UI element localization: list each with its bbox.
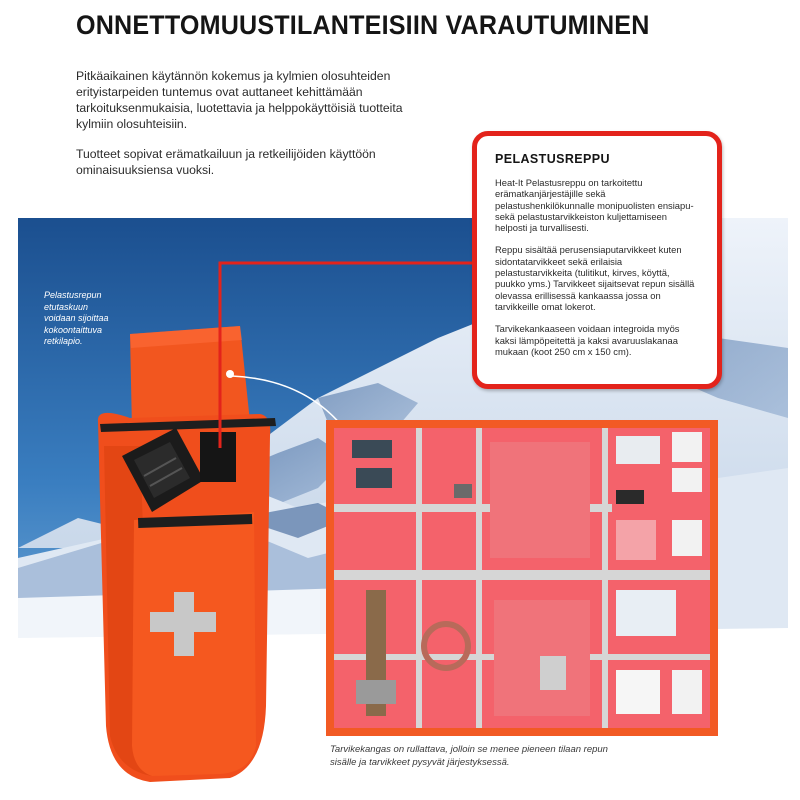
intro-paragraph-2: Tuotteet sopivat erämatkailuun ja retkeilijöiden käyttöön ominaisuuksiensa vuoksi. (76, 147, 376, 177)
callout-paragraph-2: Reppu sisältää perusensiaputarvikkeet kuten sidontatarvikkeet sekä erilaisia pelastustarvikkeita (tulitikut, kirves, köyttä, puukko yms.) Tarvikkeet sijaitsevat repun sisällä olevassa erillisessä kankaassa jossa on tarvikkeille omat lokerot. (495, 244, 695, 312)
callout-heading: PELASTUSREPPU (495, 152, 610, 166)
equipment-mat (326, 420, 718, 736)
bottom-caption: Tarvikekangas on rullattava, jolloin se menee pieneen tilaan repun sisälle ja tarvikkeet pysyvät järjestyksessä. (330, 744, 608, 768)
callout-paragraph-1: Heat-It Pelastusreppu on tarkoitettu erämatkanjärjestäjille sekä pelastushenkilökunnalle monipuolisten ensiapu- sekä pelastustarvikkeiston kuljettamiseen helposti ja turvallisesti. (495, 177, 694, 234)
rescue-backpack (90, 326, 280, 786)
callout-box (472, 131, 722, 389)
intro-paragraph-1: Pitkäaikainen käytännön kokemus ja kylmien olosuhteiden erityistarpeiden tuntemus ovat auttaneet kehittämään tarkoituksenmukaisia, luotettavia ja helppokäyttöisiä tuotteita kylmiin olosuhteisiin. (76, 69, 403, 131)
callout-paragraph-3: Tarvikekankaaseen voidaan integroida myös kaksi lämpöpeitettä ja kaksi avaruuslakanaa mukaan (koot 250 cm x 150 cm). (495, 323, 680, 357)
side-caption: Pelastusrepun etutaskuun voidaan sijoittaa kokoontaittuva retkilapio. (44, 290, 109, 346)
page-title: ONNETTOMUUSTILANTEISIIN VARAUTUMINEN (76, 10, 650, 40)
